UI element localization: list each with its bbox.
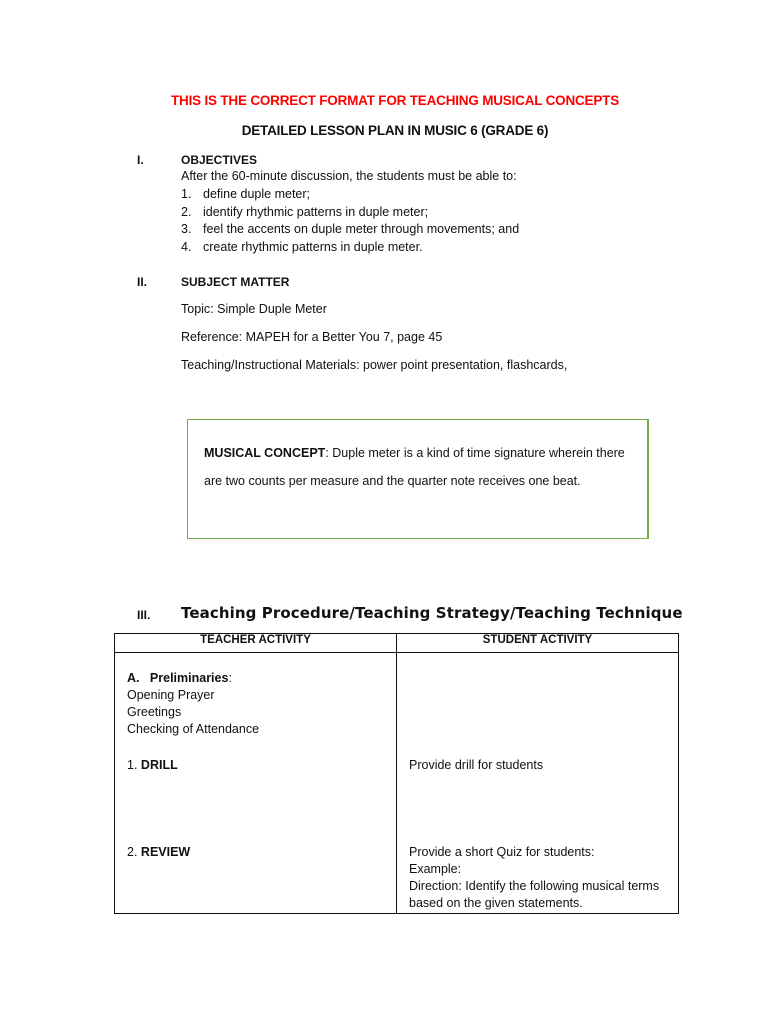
student-activity-cell xyxy=(397,653,679,914)
preliminaries-heading: A. Preliminaries: xyxy=(127,671,232,685)
list-item: 1. define duple meter; xyxy=(181,187,311,201)
objectives-heading: OBJECTIVES xyxy=(181,153,258,167)
list-item: 2. identify rhythmic patterns in duple meter; xyxy=(181,204,429,219)
objectives-list xyxy=(181,186,519,256)
section-numeral-procedure: III. xyxy=(137,608,151,622)
topic-line: Topic: Simple Duple Meter xyxy=(181,302,327,316)
review-student-line: Direction: Identify the following musical terms xyxy=(409,879,660,893)
musical-concept-text: MUSICAL CONCEPT: Duple meter is a kind of time signature wherein there are two counts per measure and the quarter note receives one beat. xyxy=(204,446,625,488)
student-activity-header: STUDENT ACTIVITY xyxy=(397,634,679,653)
table-row xyxy=(115,653,679,914)
lesson-plan-title: DETAILED LESSON PLAN IN MUSIC 6 (GRADE 6) xyxy=(241,123,549,138)
musical-concept-label: MUSICAL CONCEPT xyxy=(204,446,326,460)
section-numeral-subject: II. xyxy=(137,275,148,289)
drill-student-activity: Provide drill for students xyxy=(409,758,544,772)
procedure-heading: Teaching Procedure/Teaching Strategy/Teaching Technique xyxy=(181,604,683,622)
red-format-note: THIS IS THE CORRECT FORMAT FOR TEACHING MUSICAL CONCEPTS xyxy=(170,93,620,108)
section-numeral-objectives: I. xyxy=(137,153,144,167)
list-item: Checking of Attendance xyxy=(127,722,260,736)
teacher-activity-cell xyxy=(115,653,397,914)
table-header-row xyxy=(115,634,679,653)
list-item: 3. feel the accents on duple meter through movements; and xyxy=(181,222,520,236)
materials-line: Teaching/Instructional Materials: power point presentation, flashcards, xyxy=(181,358,568,372)
drill-step: 1. DRILL xyxy=(127,758,178,772)
list-item: 4. create rhythmic patterns in duple meter. xyxy=(181,239,423,254)
subject-matter-heading: SUBJECT MATTER xyxy=(181,275,290,289)
teacher-activity-header: TEACHER ACTIVITY xyxy=(115,634,397,653)
procedure-table xyxy=(114,633,679,914)
review-student-line: based on the given statements. xyxy=(409,896,583,910)
objectives-intro: After the 60-minute discussion, the students must be able to: xyxy=(181,169,517,183)
review-student-line: Provide a short Quiz for students: xyxy=(409,845,595,859)
review-step: 2. REVIEW xyxy=(127,845,191,859)
reference-line: Reference: MAPEH for a Better You 7, page 45 xyxy=(181,330,443,344)
list-item: Opening Prayer xyxy=(127,688,215,702)
review-student-line: Example: xyxy=(409,862,462,876)
list-item: Greetings xyxy=(127,705,182,719)
musical-concept-box xyxy=(187,419,649,539)
